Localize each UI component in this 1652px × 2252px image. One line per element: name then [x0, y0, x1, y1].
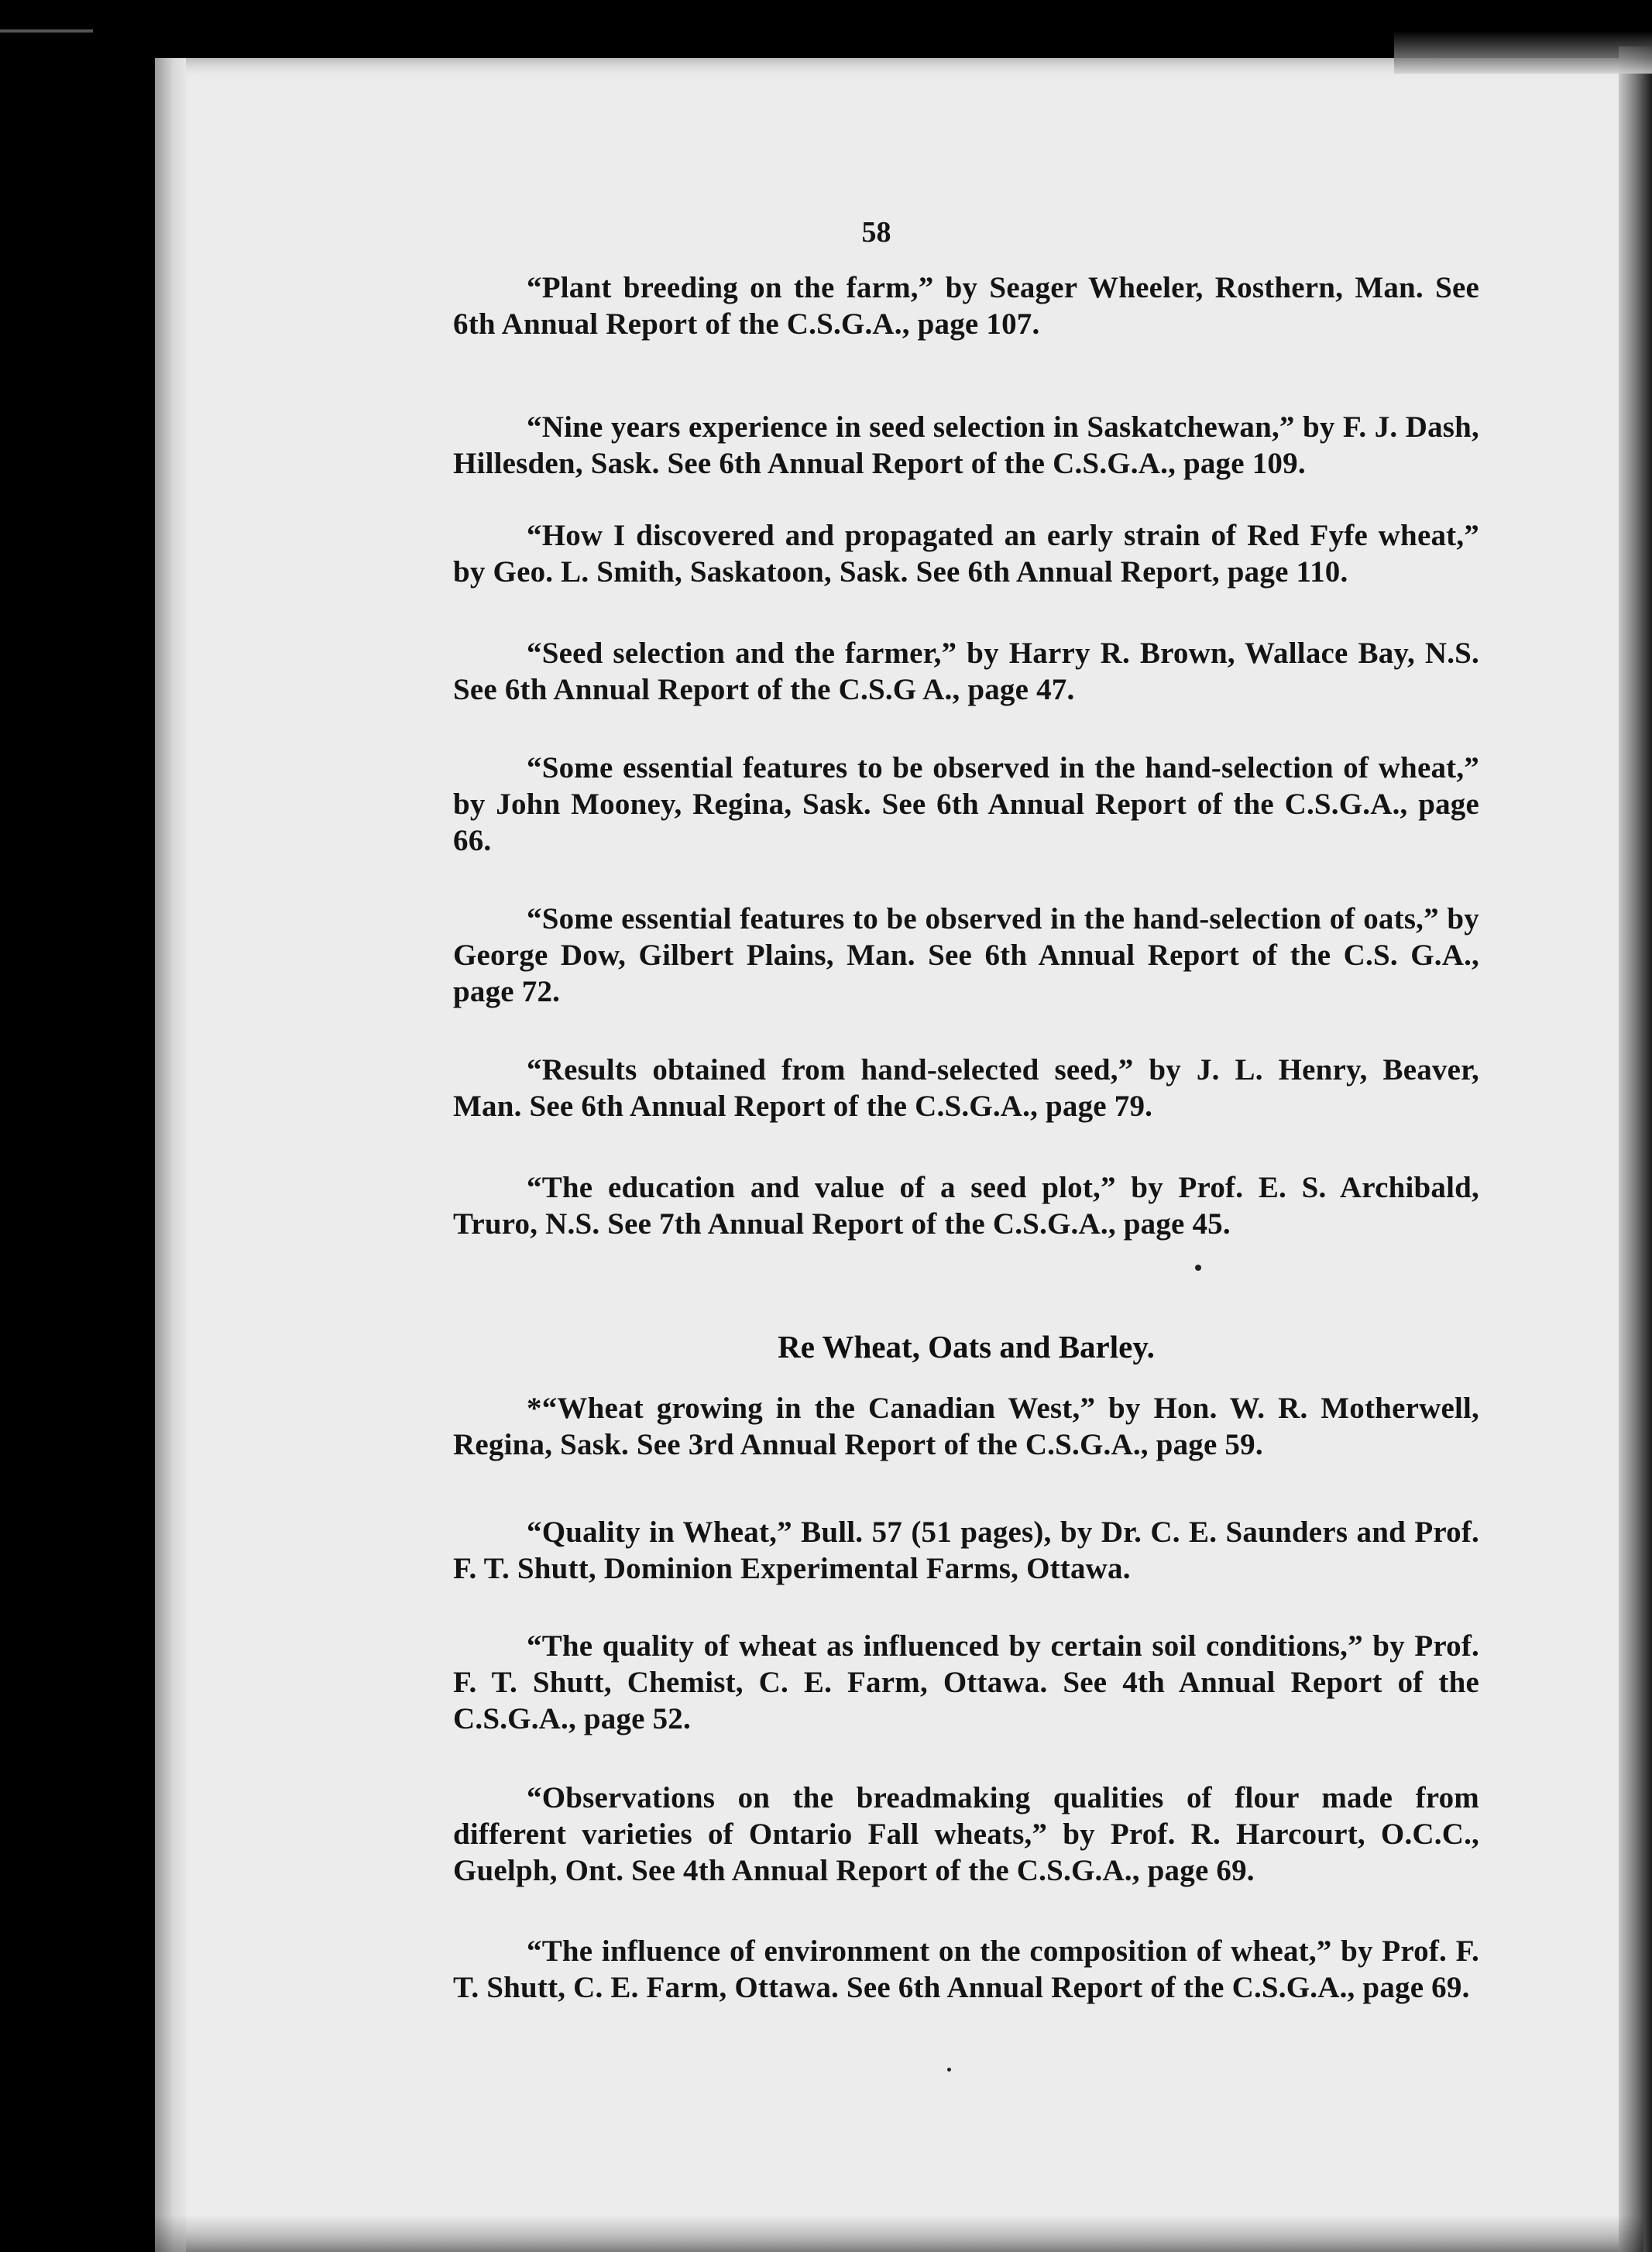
- ink-speck: [947, 2068, 951, 2072]
- bibliography-entry: “How I discovered and propagated an early strain of Red Fyfe wheat,” by Geo. L. Smith, Saskatoon, Sask. See 6th Annual Report, page 110.: [453, 519, 1479, 589]
- bibliography-entry: “Seed selection and the farmer,” by Harry R. Brown, Wallace Bay, N.S. See 6th Annual Report of the C.S.G A., page 47.: [453, 637, 1479, 706]
- bibliography-entry: “The influence of environment on the composition of wheat,” by Prof. F. T. Shutt, C. E. Farm, Ottawa. See 6th Annual Report of the C.S.G.A., page 69.: [453, 1934, 1479, 2004]
- bibliography-entry: “Some essential features to be observed in the hand-selection of oats,” by George Dow, Gilbert Plains, Man. See 6th Annual Report of the C.S. G.A., page 72.: [453, 902, 1479, 1008]
- bibliography-entry: “The quality of wheat as influenced by certain soil conditions,” by Prof. F. T. Shutt, Chemist, C. E. Farm, Ottawa. See 4th Annual Report of the C.S.G.A., page 52.: [453, 1629, 1479, 1735]
- scan-top-artifact: [1394, 31, 1652, 74]
- bibliography-entry: *“Wheat growing in the Canadian West,” by Hon. W. R. Motherwell, Regina, Sask. See 3rd Annual Report of the C.S.G.A., page 59.: [453, 1392, 1479, 1461]
- bibliography-entry: “Nine years experience in seed selection in Saskatchewan,” by F. J. Dash, Hillesden, Sask. See 6th Annual Report of the C.S.G.A., page 109.: [453, 410, 1479, 480]
- scan-artifact: [0, 29, 93, 33]
- page-bottom-shadow: [155, 2215, 1643, 2252]
- page-number: 58: [861, 216, 891, 249]
- bibliography-entry: “The education and value of a seed plot,” by Prof. E. S. Archibald, Truro, N.S. See 7th Annual Report of the C.S.G.A., page 45.: [453, 1171, 1479, 1241]
- page-right-edge-shadow: [1619, 46, 1652, 2252]
- bibliography-entry: “Quality in Wheat,” Bull. 57 (51 pages), by Dr. C. E. Saunders and Prof. F. T. Shutt, Dominion Experimental Farms, Ottawa.: [453, 1516, 1479, 1585]
- ink-speck: [1195, 1265, 1201, 1271]
- bibliography-entry: “Some essential features to be observed in the hand-selection of wheat,” by John Mooney, Regina, Sask. See 6th Annual Report of the C.S.G.A., page 66.: [453, 751, 1479, 857]
- bibliography-entry: “Plant breeding on the farm,” by Seager Wheeler, Rosthern, Man. See 6th Annual Report of the C.S.G.A., page 107.: [453, 271, 1479, 341]
- bibliography-entry: “Results obtained from hand-selected seed,” by J. L. Henry, Beaver, Man. See 6th Annual Report of the C.S.G.A., page 79.: [453, 1053, 1479, 1123]
- section-heading: Re Wheat, Oats and Barley.: [778, 1329, 1155, 1365]
- scanned-page: [155, 58, 1643, 2252]
- bibliography-entry: “Observations on the breadmaking qualities of flour made from different varieties of Ontario Fall wheats,” by Prof. R. Harcourt, O.C.C., Guelph, Ont. See 4th Annual Report of the C.S.G.A., page 69.: [453, 1781, 1479, 1887]
- page-spine-shadow: [155, 58, 186, 2252]
